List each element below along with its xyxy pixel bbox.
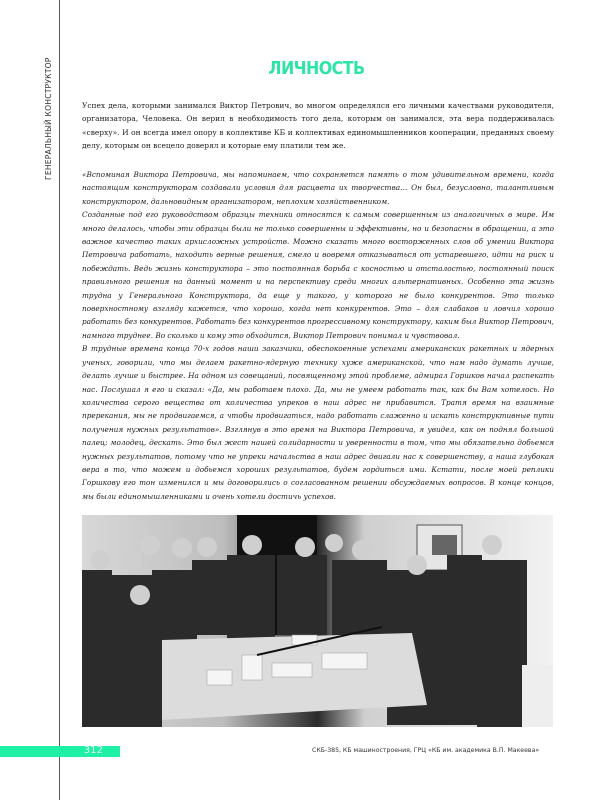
vertical-margin-rule	[59, 0, 60, 800]
historical-photo	[82, 515, 553, 727]
photo-illustration	[82, 515, 553, 727]
section-label: ГЕНЕРАЛЬНЫЙ КОНСТРУКТОР	[44, 57, 53, 180]
quote-paragraph: В трудные времена конца 70-х годов наши заказчики, обеспокоенные успехами американских ракетных и ядерных ученых, говорили, что мы делаем ракетно-ядерную технику хуже американской, что нам надо думать лучше, делать лучше и быстрее. На одном из совещаний, посвященному этой проблеме, адмирал Горшков начал распекать нас. Послушал я его и сказал: «Да, мы работаем плохо. Да, мы не умеем работать так, как бы Вам хотелось. Но количества серого вещества от количества упреков в наш адрес не прибавится. Тратя время на взаимные пререкания, мы не продвигаемся, а чтобы продвигаться, надо работать слаженно и искать конструктивные пути получения нужных результатов». Взглянув в это время на Виктора Петровича, я увидел, как он поднял большой палец: молодец, дескать. Это был жест нашей солидарности и уверенности в том, что мы обязательно добьемся нужных результатов, потому что не упреки начальства в наш адрес двигали нас к совершенству, а наша глубокая вера в то, что можем и добьемся хороших результатов, будем гордиться ими. Кстати, после моей реплики Горшкову его тон изменился и мы договорились о согласованном решении обсуждаемых вопросов. В конце концов, мы были единомышленниками и очень хотели достичь успехов.	[82, 344, 554, 501]
lead-text: Успех дела, которыми занимался Виктор Петрович, во многом определялся его личными качествами руководителя, организатора, Человека. Он верил в необходимость того дела, которым он занимался, эта вера поддерживалась «сверху». И он всегда имел опору в коллективе КБ и коллективах единомышленников кооперации, преданных своему делу, которым он всецело доверял и которые ему платили тем же.	[82, 101, 554, 151]
quote-block	[82, 168, 554, 503]
page-number: 312	[84, 745, 104, 756]
quote-paragraph: Созданные под его руководством образцы техники относятся к самым совершенным из аналогичных в мире. Им много делалось, чтобы эти образцы были не только совершенны и эффективны, но и безопасны в обращении, а это важное качество таких архисложных устройств. Можно сказать много восторженных слов об умении Виктора Петровича работать, находить верные решения, смело и вовремя отказываться от устаревшего, идти на риск и побеждать. Ведь жизнь конструктора – это постоянная борьба с косностью и отсталостью, постоянный поиск правильного решения на данный момент и на перспективу среди многих альтернативных. Особенно эта жизнь трудна у Генерального Конструктора, да еще у такого, у которого не было конкурентов. Это только поверхностному взгляду кажется, что хорошо, когда нет конкурентов. Это – для слабаков и ловчил хорошо работать без конкурентов. Работать без конкурентов прогрессивному конструктору, каким был Виктор Петрович, намного труднее. Во сколько и кому это обходится, Виктор Петрович понимал и чувствовал.	[82, 210, 554, 340]
photo-right-edge	[522, 665, 553, 727]
footer-credit: СКБ-385, КБ машиностроения, ГРЦ «КБ им. академика В.П. Макеева»	[312, 747, 540, 754]
photo-wall-poster-image	[432, 535, 457, 555]
lead-paragraph	[82, 99, 554, 152]
page-title: ЛИЧНОСТЬ	[268, 58, 365, 79]
quote-paragraph: «Вспоминая Виктора Петровича, мы напоминаем, что сохраняется память о том удивительном времени, когда настоящим конструкторам создавали условия для расцвета их творчества… Он был, безусловно, талантливым конструктором, дальновидным организатором, неплохим хозяйственником.	[82, 170, 554, 206]
